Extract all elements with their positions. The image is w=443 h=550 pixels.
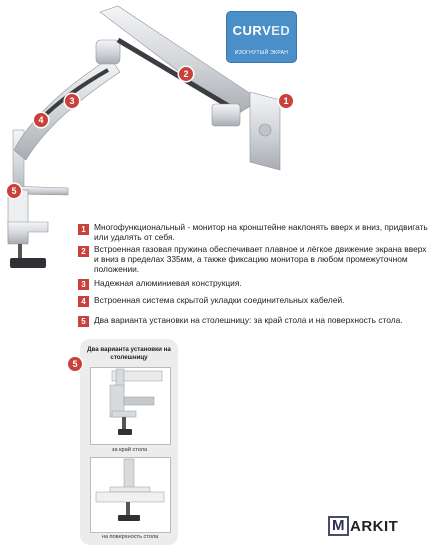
grommet-mount-illustration [90, 457, 169, 531]
feature-text-3: Надежная алюминиевая конструкция. [94, 278, 242, 288]
clamp-mount-caption: за край стола [111, 447, 148, 453]
markit-logo-text: ARKIT [350, 517, 399, 535]
callout-1: 1 [279, 94, 293, 108]
feature-text-5: Два варианта установки на столешницу: за край стола и на поверхность стола. [94, 315, 403, 325]
feature-number-1: 1 [78, 224, 89, 235]
feature-number-2: 2 [78, 246, 89, 257]
curved-brand-badge [226, 11, 297, 63]
callout-2: 2 [179, 67, 193, 81]
markit-logo [328, 515, 398, 537]
mount-options-title: Два варианта установки на столешницу [87, 346, 171, 361]
feature-number-3: 3 [78, 279, 89, 290]
curved-subtitle: ИЗОГНУТЫЙ ЭКРАН [234, 50, 289, 56]
feature-number-5: 5 [78, 316, 89, 327]
callout-3: 3 [65, 94, 79, 108]
feature-text-2: Встроенная газовая пружина обеспечивает плавное и лёгкое движение экрана вверх и вниз в пределах 335мм, а также фиксацию монитора в любом промежуточном положении. [94, 244, 427, 274]
feature-text-1: Многофункциональный - монитор на кронштейне наклонять вверх и вниз, придвигать или удалять от себя. [94, 222, 428, 242]
clamp-mount-illustration [90, 367, 169, 443]
feature-number-4: 4 [78, 296, 89, 307]
callout-4: 4 [34, 113, 48, 127]
markit-logo-m: M [328, 516, 349, 536]
feature-text-4: Встроенная система скрытой укладки соединительных кабелей. [94, 295, 345, 305]
callout-5: 5 [7, 184, 21, 198]
curved-logo: CURVED [232, 23, 291, 38]
grommet-mount-caption: на поверхность стола [101, 534, 159, 540]
panel-callout-5: 5 [68, 357, 82, 371]
